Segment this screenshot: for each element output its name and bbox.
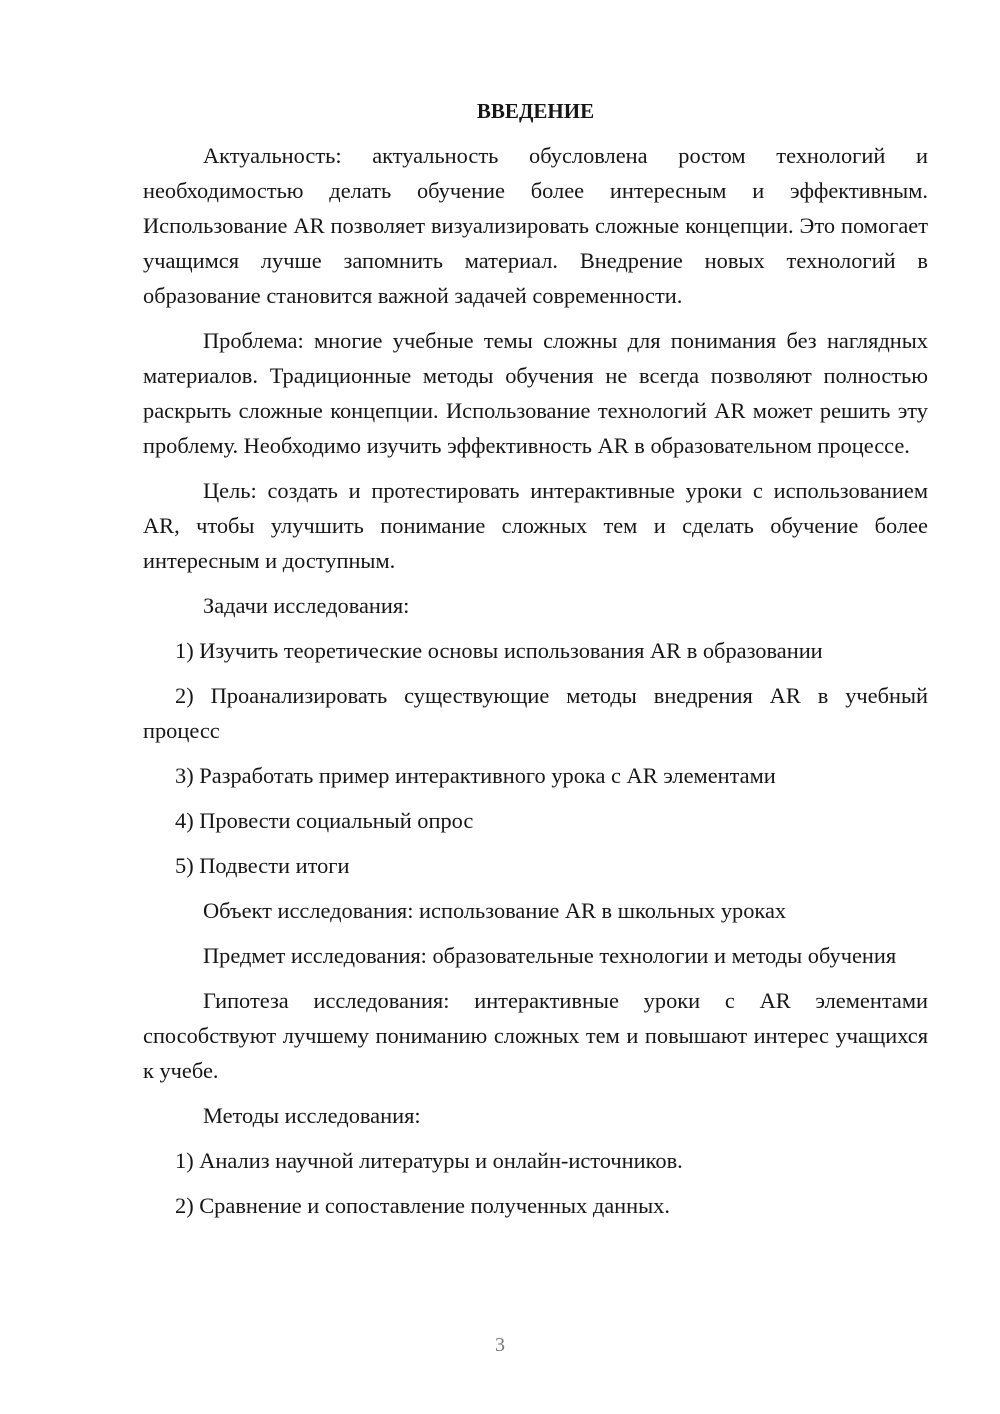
- paragraph-problem: Проблема: многие учебные темы сложны для понимания без наглядных материалов. Традиционные методы обучения не всегда позволяют полностью раскрыть сложные концепции. Использование технологий AR может решить эту проблему. Необходимо изучить эффективность AR в образовательном процессе.: [143, 328, 928, 458]
- paragraph-hypothesis: Гипотеза исследования: интерактивные уроки с AR элементами способствуют лучшему пониманию сложных тем и повышают интерес учащихся к учебе.: [143, 988, 928, 1083]
- task-item-5: 5) Подвести итоги: [175, 853, 350, 878]
- paragraph-subject: Предмет исследования: образовательные технологии и методы обучения: [203, 943, 897, 968]
- paragraph-goal: Цель: создать и протестировать интерактивные уроки с использованием AR, чтобы улучшить понимание сложных тем и сделать обучение более интересным и доступным.: [143, 478, 928, 573]
- page-number: 3: [495, 1334, 505, 1356]
- paragraph-relevance: Актуальность: актуальность обусловлена ростом технологий и необходимостью делать обучение более интересным и эффективным. Использование AR позволяет визуализировать сложные концепции. Это помогает учащимся лучше запомнить материал. Внедрение новых технологий в образование становится важной задачей современности.: [143, 143, 928, 308]
- tasks-heading: Задачи исследования:: [203, 593, 410, 618]
- task-item-2: 2) Проанализировать существующие методы внедрения AR в учебный процесс: [143, 683, 928, 743]
- task-item-4: 4) Провести социальный опрос: [175, 808, 474, 833]
- methods-heading: Методы исследования:: [203, 1103, 421, 1128]
- document-page: [143, 96, 928, 1223]
- paragraph-object: Объект исследования: использование AR в школьных уроках: [203, 898, 787, 923]
- page-title: ВВЕДЕНИЕ: [476, 99, 595, 123]
- task-item-3: 3) Разработать пример интерактивного урока с AR элементами: [175, 763, 776, 788]
- task-item-1: 1) Изучить теоретические основы использования AR в образовании: [175, 638, 823, 663]
- method-item-2: 2) Сравнение и сопоставление полученных данных.: [175, 1193, 670, 1218]
- method-item-1: 1) Анализ научной литературы и онлайн-источников.: [175, 1148, 683, 1173]
